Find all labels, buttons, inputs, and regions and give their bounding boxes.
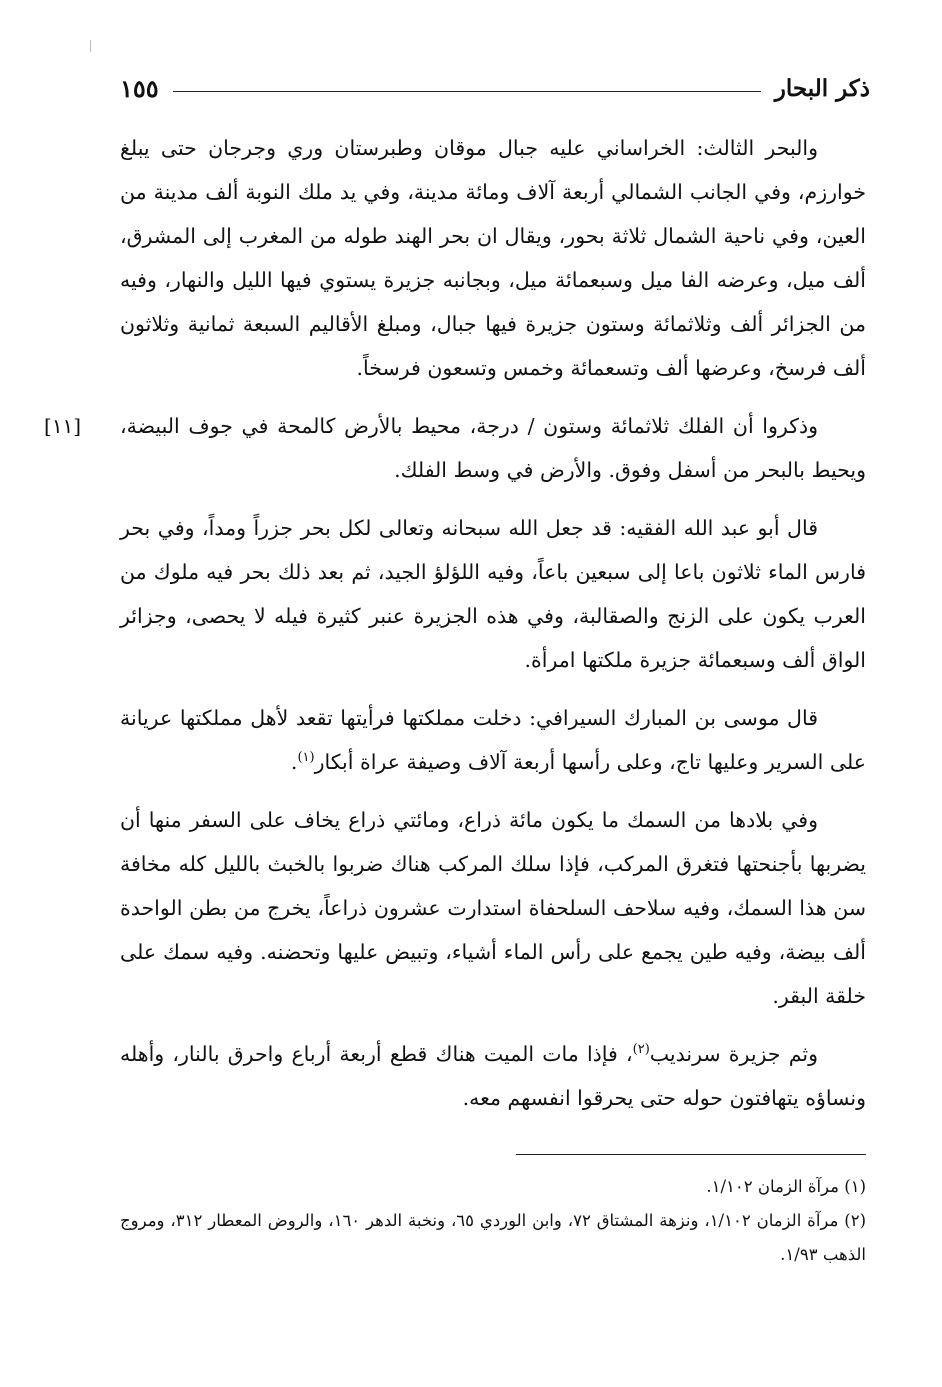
paragraph-tail: . bbox=[290, 750, 298, 774]
paragraph-wrapper bbox=[120, 506, 866, 682]
footnote-marker[interactable]: (١) bbox=[297, 750, 315, 766]
header-rule bbox=[173, 91, 761, 92]
paragraph bbox=[120, 1032, 866, 1120]
paragraph-text: وثم جزيرة سرنديب bbox=[649, 1042, 818, 1066]
footnote-marker[interactable]: (٢) bbox=[632, 1042, 650, 1058]
paragraph-text: قال موسى بن المبارك السيرافي: دخلت مملكتها فرأيتها تقعد لأهل مملكتها عريانة على السرير وعليها تاج، وعلى رأسها أربعة آلاف وصيفة عراة أبكار bbox=[120, 706, 866, 774]
footnote-number: (١) bbox=[844, 1177, 866, 1196]
paragraph bbox=[120, 696, 866, 784]
paragraph-wrapper bbox=[120, 1032, 866, 1120]
chapter-title: ذكر البحار bbox=[774, 74, 870, 102]
footnote-number: (٢) bbox=[844, 1211, 866, 1230]
footnote bbox=[120, 1204, 866, 1272]
paragraph bbox=[120, 798, 866, 1018]
paragraph bbox=[120, 404, 866, 492]
footnote-separator bbox=[516, 1154, 866, 1155]
paragraph bbox=[120, 126, 866, 390]
footnote-text: مرآة الزمان ١/١٠٢، ونزهة المشتاق ٧٢، وابن الوردي ٦٥، ونخبة الدهر ١٦٠، والروض المعطار ٣١٢، ومروج الذهب ١/٩٣. bbox=[120, 1211, 866, 1264]
paragraph-wrapper bbox=[120, 126, 866, 390]
paragraph-text: وذكروا أن الفلك ثلاثمائة وستون / درجة، محيط بالأرض كالمحة في جوف البيضة، ويحيط بالبحر من أسفل وفوق. والأرض في وسط الفلك. bbox=[120, 414, 866, 482]
footnote bbox=[120, 1170, 866, 1204]
page-number: ١٥٥ bbox=[120, 73, 159, 103]
footnote-text: مرآة الزمان ١/١٠٢. bbox=[706, 1177, 839, 1196]
paragraph-text: قال أبو عبد الله الفقيه: قد جعل الله سبحانه وتعالى لكل بحر جزراً ومداً، وفي بحر فارس الماء ثلاثون باعا إلى سبعين باعاً، وفيه اللؤلؤ الجيد، ثم بعد ذلك بحر فيه ملوك من العرب يكون على الزنج والصقالبة، وفي هذه الجزيرة عنبر كثيرة فيله لا يحصى، وجزائر الواق ألف وسبعمائة جزيرة ملكتها امرأة. bbox=[120, 516, 866, 672]
running-header bbox=[120, 70, 870, 106]
paragraph bbox=[120, 506, 866, 682]
paragraph-wrapper bbox=[44, 404, 866, 492]
paragraph-wrapper bbox=[120, 696, 866, 784]
paragraph-text: وفي بلادها من السمك ما يكون مائة ذراع، ومائتي ذراع يخاف على السفر منها أن يضربها بأجنحتها فتغرق المركب، فإذا سلك المركب هناك ضربوا بالخبث بالليل كله مخافة سن هذا السمك، وفيه سلاحف السلحفاة استدارت عشرون ذراعاً، يخرج من بطن الواحدة ألف بيضة، وفيه طين يجمع على رأس الماء أشياء، وتبيض عليها وتحضنه. وفيه سمك على خلقة البقر. bbox=[120, 808, 866, 1008]
margin-folio-ref: [١١] bbox=[44, 414, 82, 438]
paragraph-text: والبحر الثالث: الخراساني عليه جبال موقان وطبرستان وري وجرجان حتى يبلغ خوارزم، وفي الجانب الشمالي أربعة آلاف ومائة مدينة، وفي يد ملك النوبة ألف مدينة من العين، وفي ناحية الشمال ثلاثة بحور، ويقال ان بحر الهند طوله من المغرب إلى المشرق، ألف ميل، وعرضه الفا ميل وسبعمائة ميل، وبجانبه جزيرة يستوي فيها الليل والنهار، وفيه من الجزائر ألف وثلاثمائة وستون جزيرة فيها جبال، ومبلغ الأقاليم السبعة ثمانية وثلاثون ألف فرسخ، وعرضها ألف وتسعمائة وخمس وتسعون فرسخاً. bbox=[120, 136, 866, 380]
scan-mark bbox=[90, 40, 91, 52]
footnotes bbox=[120, 1170, 866, 1272]
paragraph-wrapper bbox=[120, 798, 866, 1018]
body-text bbox=[44, 126, 866, 1134]
paragraph-tail: ، فإذا مات الميت هناك قطع أربعة أرباع واحرق بالنار، وأهله ونساؤه يتهافتون حوله حتى يحرقوا انفسهم معه. bbox=[120, 1042, 866, 1110]
